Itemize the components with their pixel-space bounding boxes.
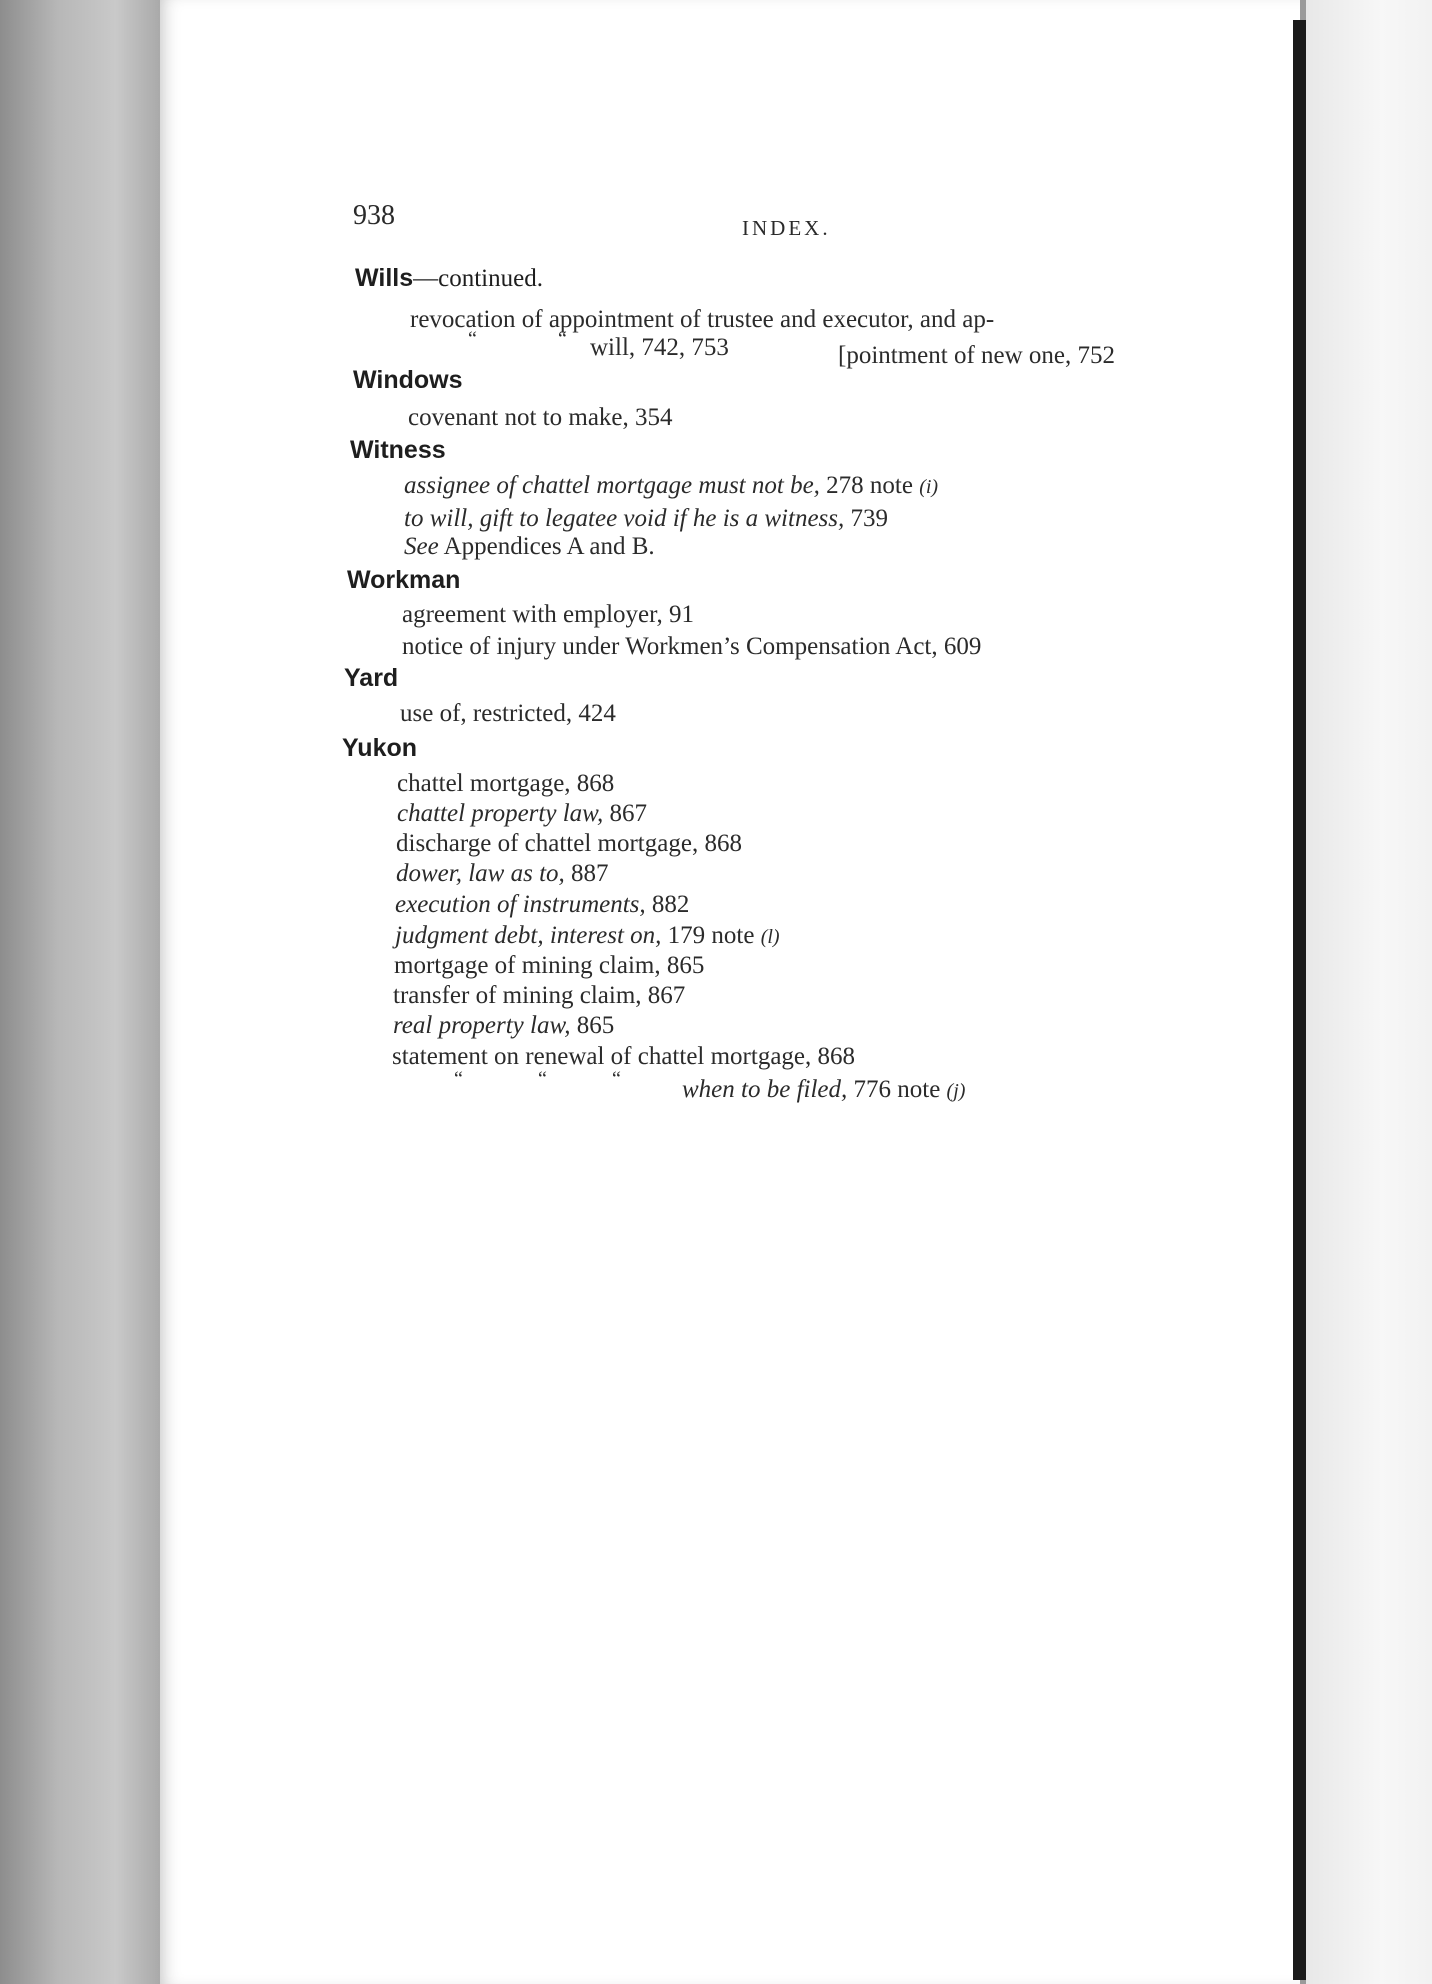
italic-text: to will, gift to legatee void if he is a witness, xyxy=(404,505,845,532)
index-line xyxy=(404,472,938,500)
index-heading-workman: Workman xyxy=(347,566,461,594)
continued-text: —continued. xyxy=(413,265,543,292)
index-line: covenant not to make, 354 xyxy=(408,404,673,431)
italic-text: See xyxy=(404,533,439,560)
index-heading-wills xyxy=(355,264,543,293)
text: 179 note xyxy=(661,922,761,949)
index-line: notice of injury under Workmen’s Compensation Act, 609 xyxy=(402,633,982,660)
index-heading-windows: Windows xyxy=(353,366,463,394)
italic-text: dower, law as to, xyxy=(396,860,565,887)
italic-text: assignee of chattel mortgage must not be, xyxy=(404,472,820,499)
italic-text: real property law, xyxy=(393,1012,571,1039)
index-line-turnover: [pointment of new one, 752 xyxy=(838,342,1116,369)
ditto-mark: “ xyxy=(454,1068,463,1090)
heading-text: Wills xyxy=(355,264,414,292)
text: 882 xyxy=(645,891,690,918)
text: Appendices A and B. xyxy=(438,533,655,560)
ditto-mark: “ xyxy=(612,1068,621,1090)
text: 278 note xyxy=(819,472,920,499)
index-line xyxy=(395,891,689,919)
index-line xyxy=(393,1012,614,1040)
index-line: revocation of appointment of trustee and executor, and ap- xyxy=(410,306,995,333)
index-heading-yukon: Yukon xyxy=(342,734,418,762)
italic-text: chattel property law, xyxy=(397,800,604,827)
text: 865 xyxy=(570,1012,615,1039)
index-line: chattel mortgage, 868 xyxy=(397,770,615,797)
index-line: transfer of mining claim, 867 xyxy=(393,982,686,1009)
text: 776 note xyxy=(847,1076,947,1103)
index-line xyxy=(397,800,647,828)
ditto-mark: “ xyxy=(468,328,477,350)
index-line xyxy=(396,860,609,888)
ditto-mark: “ xyxy=(538,1068,547,1090)
page-number: 938 xyxy=(353,200,395,231)
text: 739 xyxy=(844,505,888,532)
note-ref: (i) xyxy=(919,476,939,498)
text: 867 xyxy=(603,800,647,827)
text: 887 xyxy=(564,860,609,887)
index-line xyxy=(395,922,780,950)
index-line: mortgage of mining claim, 865 xyxy=(394,952,705,979)
index-line: agreement with employer, 91 xyxy=(402,601,694,628)
note-ref: (l) xyxy=(760,926,780,948)
index-line: statement on renewal of chattel mortgage, 868 xyxy=(392,1043,856,1070)
italic-text: judgment debt, interest on, xyxy=(395,922,662,949)
index-line xyxy=(404,505,888,533)
note-ref: (j) xyxy=(946,1080,966,1102)
ditto-mark: “ xyxy=(558,328,567,350)
index-line: use of, restricted, 424 xyxy=(400,700,616,727)
index-line: will, 742, 753 xyxy=(590,334,729,361)
index-line xyxy=(682,1076,965,1104)
italic-text: when to be filed, xyxy=(682,1076,848,1103)
index-heading-witness: Witness xyxy=(350,436,446,464)
index-heading-yard: Yard xyxy=(344,664,399,692)
italic-text: execution of instruments, xyxy=(395,891,646,918)
index-line: discharge of chattel mortgage, 868 xyxy=(396,830,742,857)
index-line xyxy=(404,533,655,561)
running-title: INDEX. xyxy=(742,216,831,240)
